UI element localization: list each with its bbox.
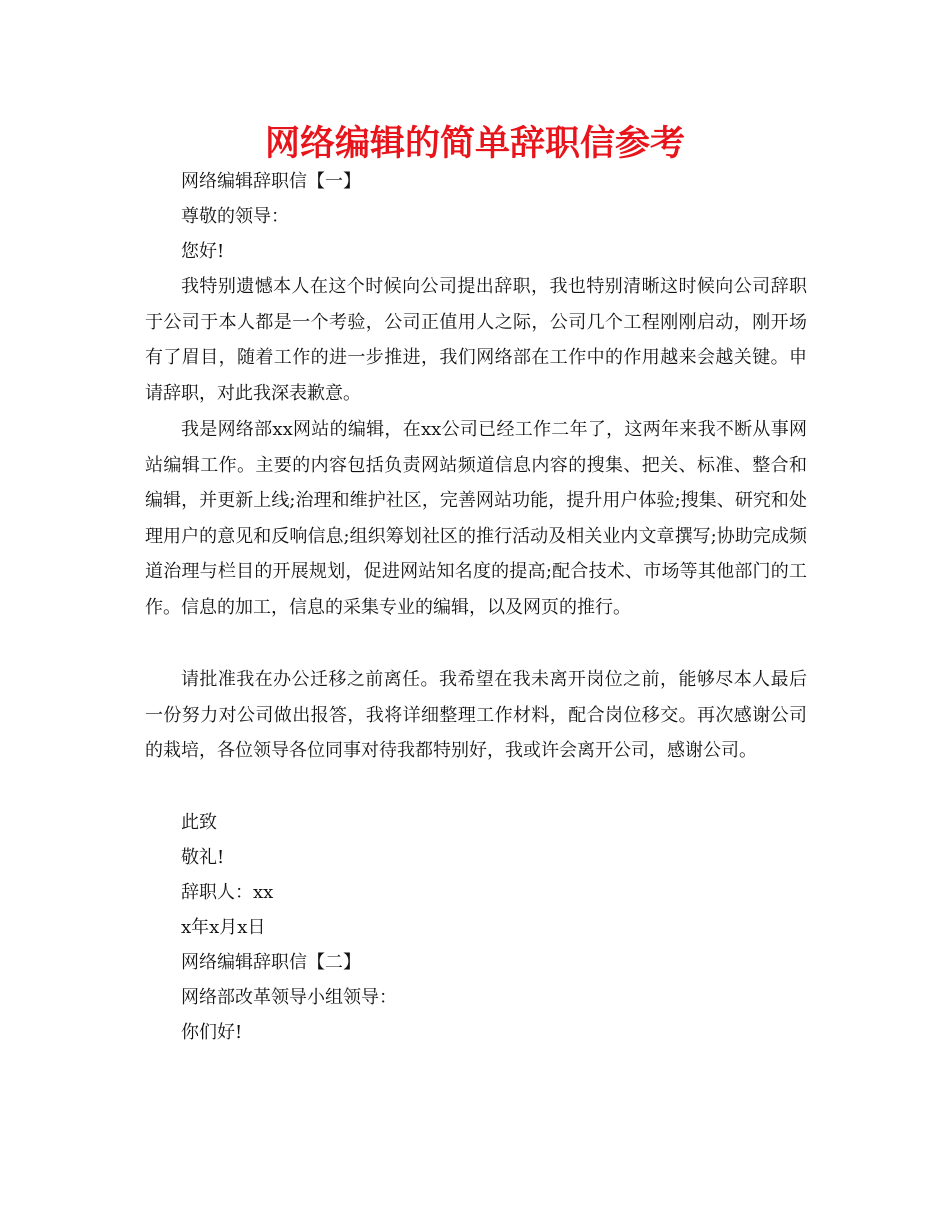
letter1-paragraph: 请批准我在办公迁移之前离任。我希望在我未离开岗位之前，能够尽本人最后一份努力对公司做出报答，我将详细整理工作材料，配合岗位移交。再次感谢公司的栽培，各位领导各位同事对待我都特别好，我或许会离开公司，感谢公司。 [145,669,807,761]
letter2-greeting: 你们好! [181,1022,243,1043]
letter1-paragraph: 我是网络部xx网站的编辑，在xx公司已经工作二年了，这两年来我不断从事网站编辑工作。主要的内容包括负责网站频道信息内容的搜集、把关、标准、整合和编辑，并更新上线;治理和维护社区，完善网站功能，提升用户体验;搜集、研究和处理用户的意见和反响信息;组织筹划社区的推行活动及相关业内文章撰写;协助完成频道治理与栏目的开展规划，促进网站知名度的提高;配合技术、市场等其他部门的工作。信息的加工，信息的采集专业的编辑，以及网页的推行。 [145,419,807,618]
letter2-heading: 网络编辑辞职信【二】 [181,952,361,973]
letter1-closing-2: 敬礼! [181,847,225,868]
document-body [145,164,807,1050]
letter1-heading: 网络编辑辞职信【一】 [181,171,361,192]
letter1-salutation: 尊敬的领导： [181,206,289,227]
letter1-date: x年x月x日 [181,917,266,938]
letter1-paragraph: 我特别遗憾本人在这个时候向公司提出辞职，我也特别清晰这时候向公司辞职于公司于本人都是一个考验，公司正值用人之际，公司几个工程刚刚启动，刚开场有了眉目，随着工作的进一步推进，我们网络部在工作中的作用越来会越关键。申请辞职，对此我深表歉意。 [145,276,807,404]
letter1-greeting: 您好! [181,241,225,262]
letter1-signature: 辞职人：xx [181,882,274,903]
letter1-closing-1: 此致 [181,812,217,833]
document-title: 网络编辑的简单辞职信参考 [264,124,685,164]
letter2-salutation: 网络部改革领导小组领导： [181,987,397,1008]
